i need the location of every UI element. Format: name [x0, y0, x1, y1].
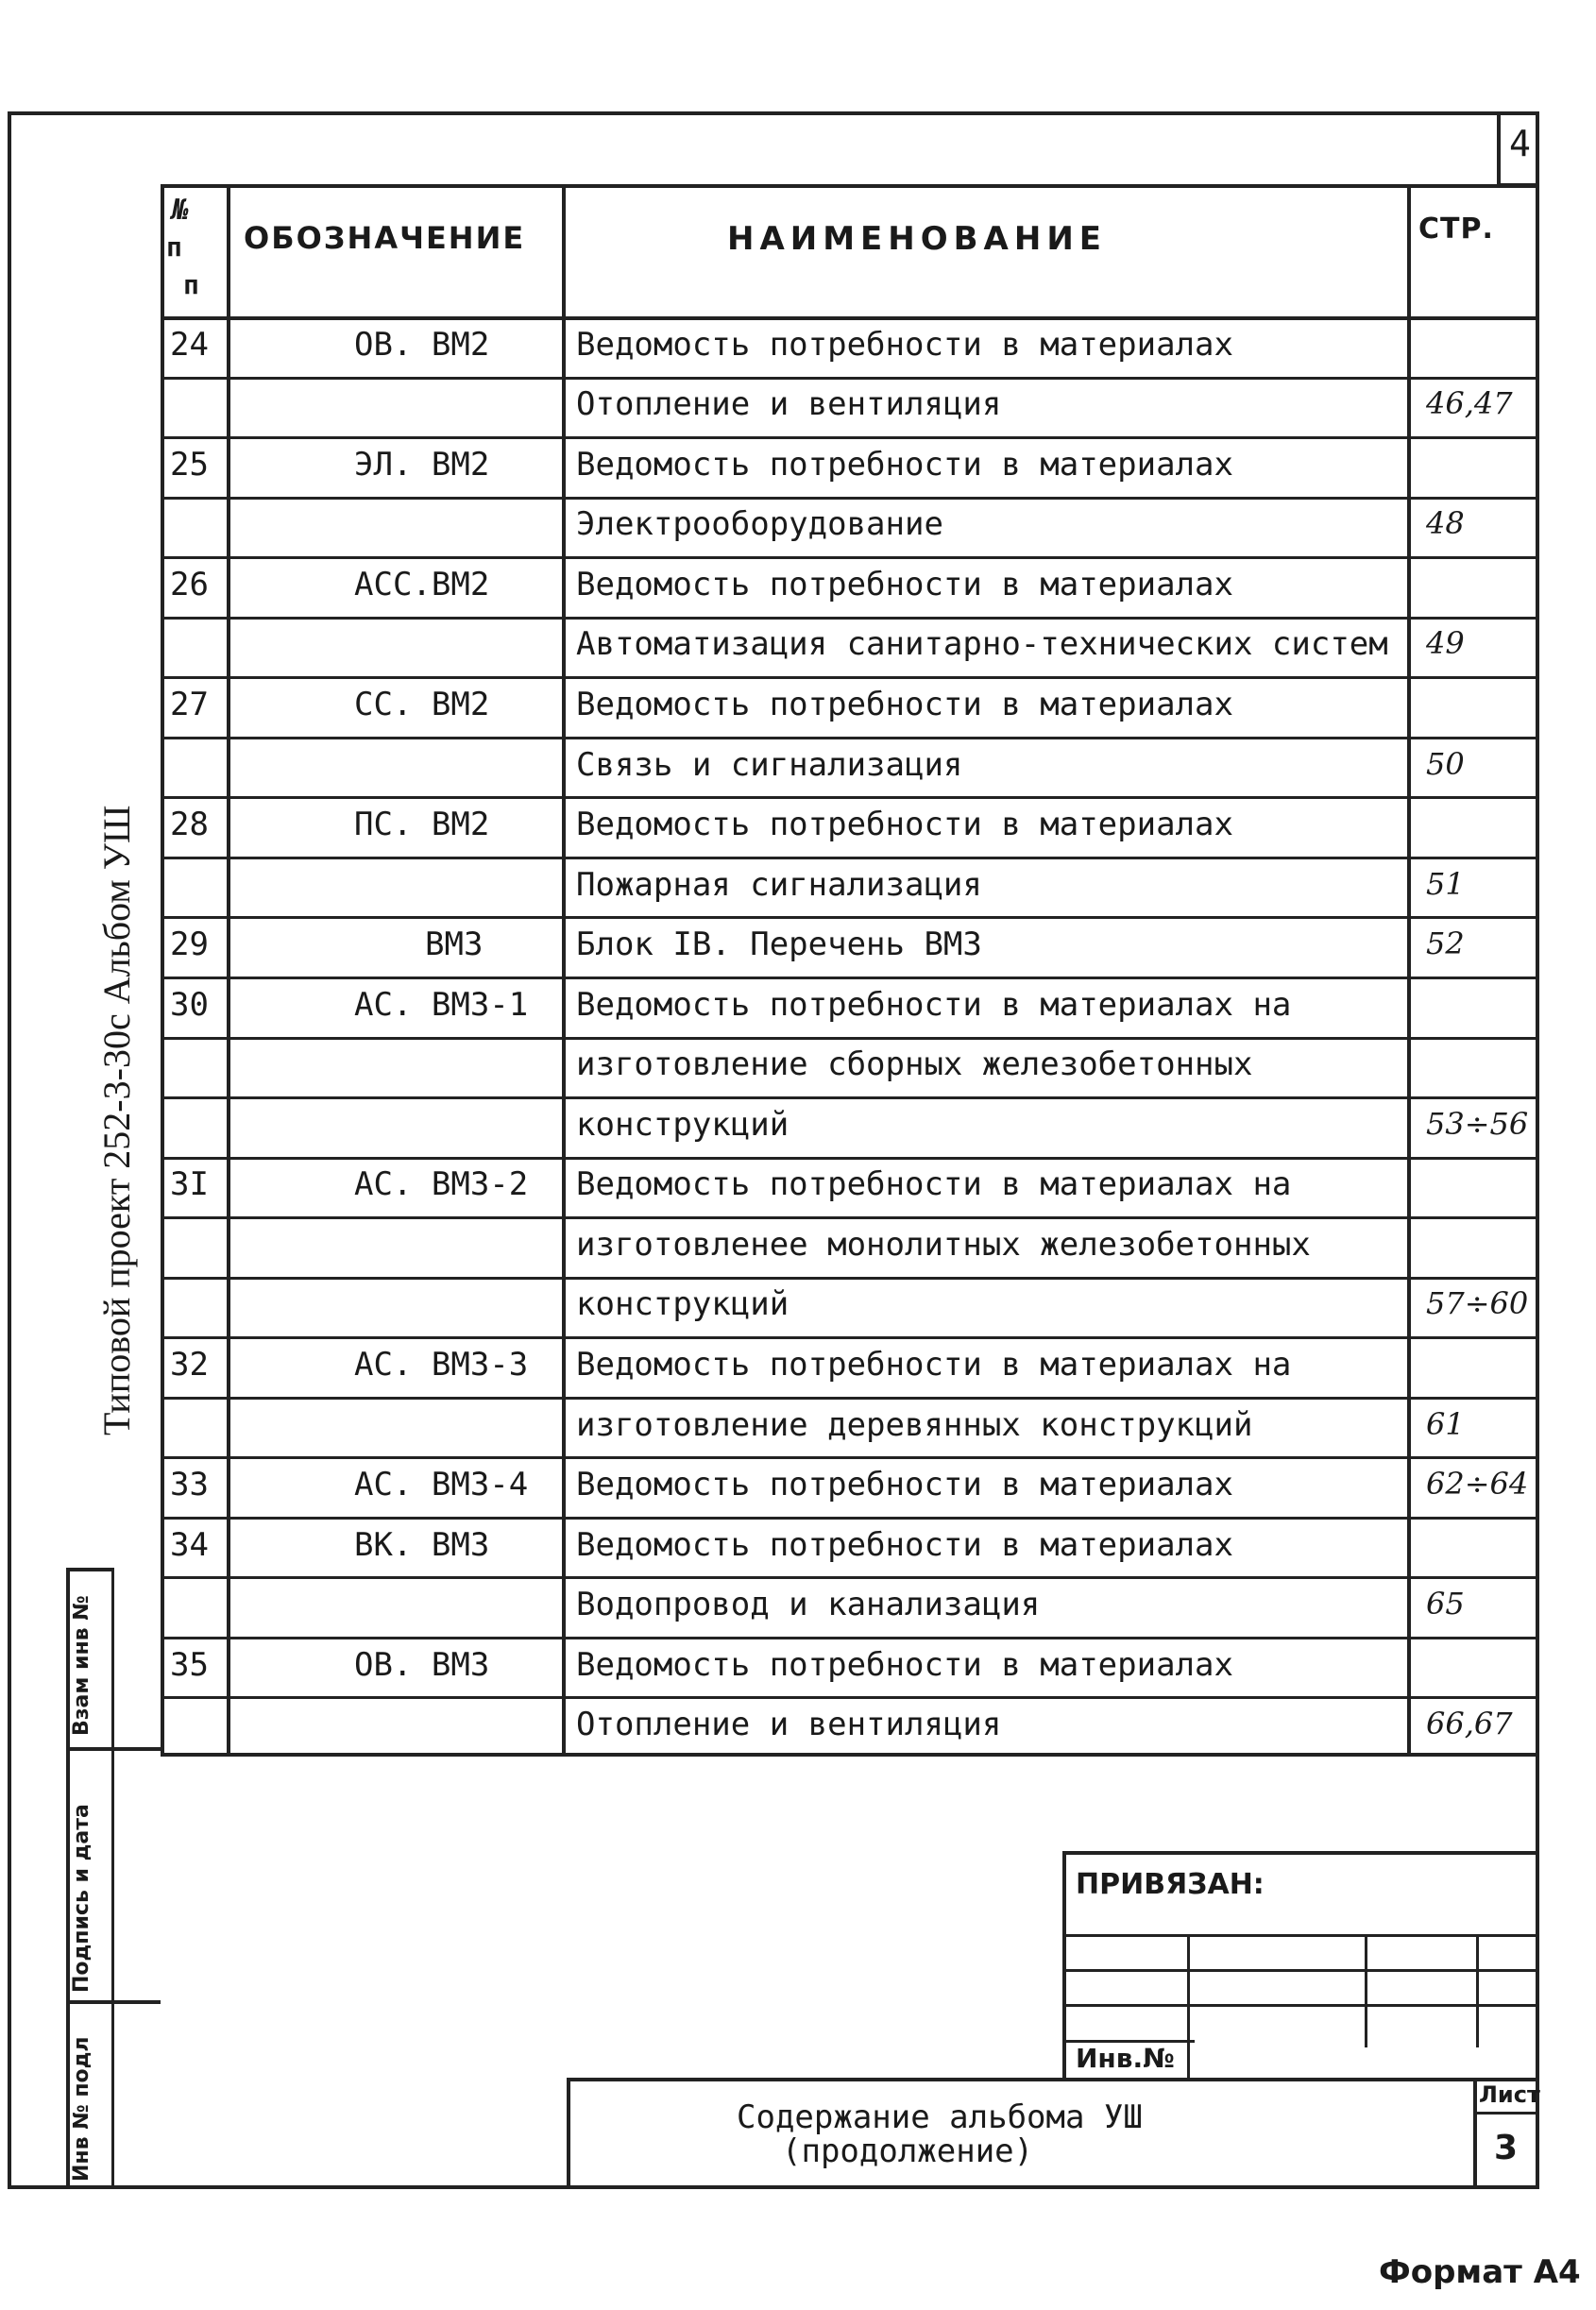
row-line — [161, 377, 1539, 380]
row-designation: АС. ВМ3-4 — [354, 1466, 529, 1504]
column-line — [1407, 184, 1411, 1757]
row-number: 28 — [170, 806, 209, 844]
row-name: Отопление и вентиляция — [576, 1706, 1002, 1744]
format-label: Формат А4 — [1379, 2253, 1581, 2291]
inv-no-label: Инв.№ — [1076, 2043, 1175, 2074]
row-page: 65 — [1426, 1586, 1465, 1622]
stamp-vzam-inv: Взам инв № — [70, 1595, 93, 1736]
header-num-symbol: № — [172, 194, 190, 227]
row-page: 52 — [1426, 926, 1465, 962]
corner-page-number: 4 — [1509, 123, 1531, 164]
column-line — [1536, 184, 1539, 1757]
privyazan-label: ПРИВЯЗАН: — [1076, 1868, 1265, 1901]
row-name: Ведомость потребности в материалах — [576, 325, 1233, 364]
corner-box-divider — [1497, 111, 1501, 185]
row-name: Электрооборудование — [576, 505, 943, 544]
row-name: Ведомость потребности в материалах — [576, 445, 1233, 484]
row-name: Ведомость потребности в материалах на — [576, 1165, 1292, 1204]
row-line — [161, 617, 1539, 620]
row-line — [161, 1096, 1539, 1099]
row-page: 57÷60 — [1426, 1285, 1529, 1322]
row-name: Блок IВ. Перечень ВМ3 — [576, 926, 982, 964]
row-page: 51 — [1426, 865, 1465, 902]
row-page: 62÷64 — [1426, 1466, 1529, 1503]
row-name: Водопровод и канализация — [576, 1586, 1041, 1624]
row-number: 27 — [170, 686, 209, 724]
row-designation: ОВ. ВМ2 — [354, 325, 490, 364]
privyazan-block — [1062, 1851, 1539, 2078]
header-num-p1: п — [166, 231, 182, 263]
row-designation: СС. ВМ2 — [354, 686, 490, 724]
side-project-text: Типовой проект 252-3-30с Альбом УШ — [95, 805, 138, 1435]
row-line — [161, 796, 1539, 799]
row-number: 32 — [170, 1345, 209, 1384]
row-designation: ЭЛ. ВМ2 — [354, 445, 490, 484]
header-name: НАИМЕНОВАНИЕ — [727, 220, 1108, 258]
column-line — [161, 184, 164, 1757]
row-line — [161, 497, 1539, 500]
row-name: изготовление деревянных конструкций — [576, 1405, 1253, 1444]
row-number: 24 — [170, 325, 209, 364]
header-designation: ОБОЗНАЧЕНИЕ — [244, 220, 526, 256]
row-page: 49 — [1426, 625, 1465, 662]
row-line — [161, 1277, 1539, 1280]
table-bottom-line — [161, 1753, 1539, 1757]
row-page: 53÷56 — [1426, 1105, 1529, 1142]
row-line — [161, 556, 1539, 559]
row-name: Отопление и вентиляция — [576, 385, 1002, 424]
row-name: Пожарная сигнализация — [576, 865, 982, 904]
row-name: Ведомость потребности в материалах на — [576, 1345, 1292, 1384]
row-number: 35 — [170, 1645, 209, 1684]
row-page: 46,47 — [1426, 385, 1513, 422]
table-top-line — [161, 184, 1539, 188]
sheet-label: Лист — [1479, 2081, 1540, 2108]
row-name: Ведомость потребности в материалах — [576, 1645, 1233, 1684]
row-name: конструкций — [576, 1285, 790, 1324]
row-line — [161, 1696, 1539, 1699]
row-name: Ведомость потребности в материалах — [576, 686, 1233, 724]
row-designation: ВК. ВМ3 — [354, 1525, 490, 1564]
row-line — [161, 1637, 1539, 1639]
row-number: 25 — [170, 445, 209, 484]
row-line — [161, 916, 1539, 919]
column-line — [562, 184, 566, 1757]
row-line — [161, 977, 1539, 979]
row-name: Ведомость потребности в материалах — [576, 806, 1233, 844]
row-name: Ведомость потребности в материалах — [576, 1525, 1233, 1564]
row-page: 66,67 — [1426, 1706, 1513, 1742]
row-line — [161, 857, 1539, 859]
side-stamp-strip — [66, 1568, 161, 2187]
row-line — [161, 436, 1539, 439]
row-line — [161, 1456, 1539, 1459]
row-designation: ОВ. ВМ3 — [354, 1645, 490, 1684]
row-line — [161, 1037, 1539, 1040]
row-name: Автоматизация санитарно-технических систем — [576, 625, 1388, 664]
header-bottom-line — [161, 316, 1539, 320]
row-number: 30 — [170, 985, 209, 1024]
contents-table — [161, 184, 1539, 1757]
sheet-number: 3 — [1494, 2129, 1519, 2167]
title-block — [567, 2078, 1539, 2189]
row-number: 26 — [170, 565, 209, 603]
stamp-inv-podl: Инв № подл — [70, 2036, 93, 2182]
row-page: 48 — [1426, 505, 1465, 542]
row-name: Ведомость потребности в материалах на — [576, 985, 1292, 1024]
row-page: 61 — [1426, 1405, 1465, 1442]
row-number: 3I — [170, 1165, 209, 1204]
row-designation: АС. ВМ3-1 — [354, 985, 529, 1024]
stamp-podpis-data: Подпись и дата — [70, 1804, 93, 1993]
row-name: конструкций — [576, 1105, 790, 1144]
row-designation: ВМ3 — [425, 926, 484, 964]
row-line — [161, 676, 1539, 679]
title-line-2: (продолжение) — [782, 2132, 1034, 2170]
title-line-1: Содержание альбома УШ — [737, 2098, 1143, 2136]
row-designation: АС. ВМ3-3 — [354, 1345, 529, 1384]
header-page: СТР. — [1418, 212, 1494, 246]
row-number: 33 — [170, 1466, 209, 1504]
row-name: Ведомость потребности в материалах — [576, 565, 1233, 603]
row-designation: ПС. ВМ2 — [354, 806, 490, 844]
row-name: изготовление сборных железобетонных — [576, 1045, 1253, 1084]
row-line — [161, 1576, 1539, 1579]
column-line — [227, 184, 230, 1757]
row-number: 34 — [170, 1525, 209, 1564]
row-line — [161, 1216, 1539, 1219]
row-designation: АСС.ВМ2 — [354, 565, 490, 603]
header-num-p2: п — [183, 269, 199, 300]
row-line — [161, 1157, 1539, 1160]
row-page: 50 — [1426, 745, 1465, 782]
row-name: изготовленее монолитных железобетонных — [576, 1225, 1311, 1264]
row-line — [161, 737, 1539, 739]
row-name: Связь и сигнализация — [576, 745, 963, 784]
row-line — [161, 1397, 1539, 1400]
row-number: 29 — [170, 926, 209, 964]
row-line — [161, 1517, 1539, 1520]
row-designation: АС. ВМ3-2 — [354, 1165, 529, 1204]
row-line — [161, 1336, 1539, 1339]
row-name: Ведомость потребности в материалах — [576, 1466, 1233, 1504]
